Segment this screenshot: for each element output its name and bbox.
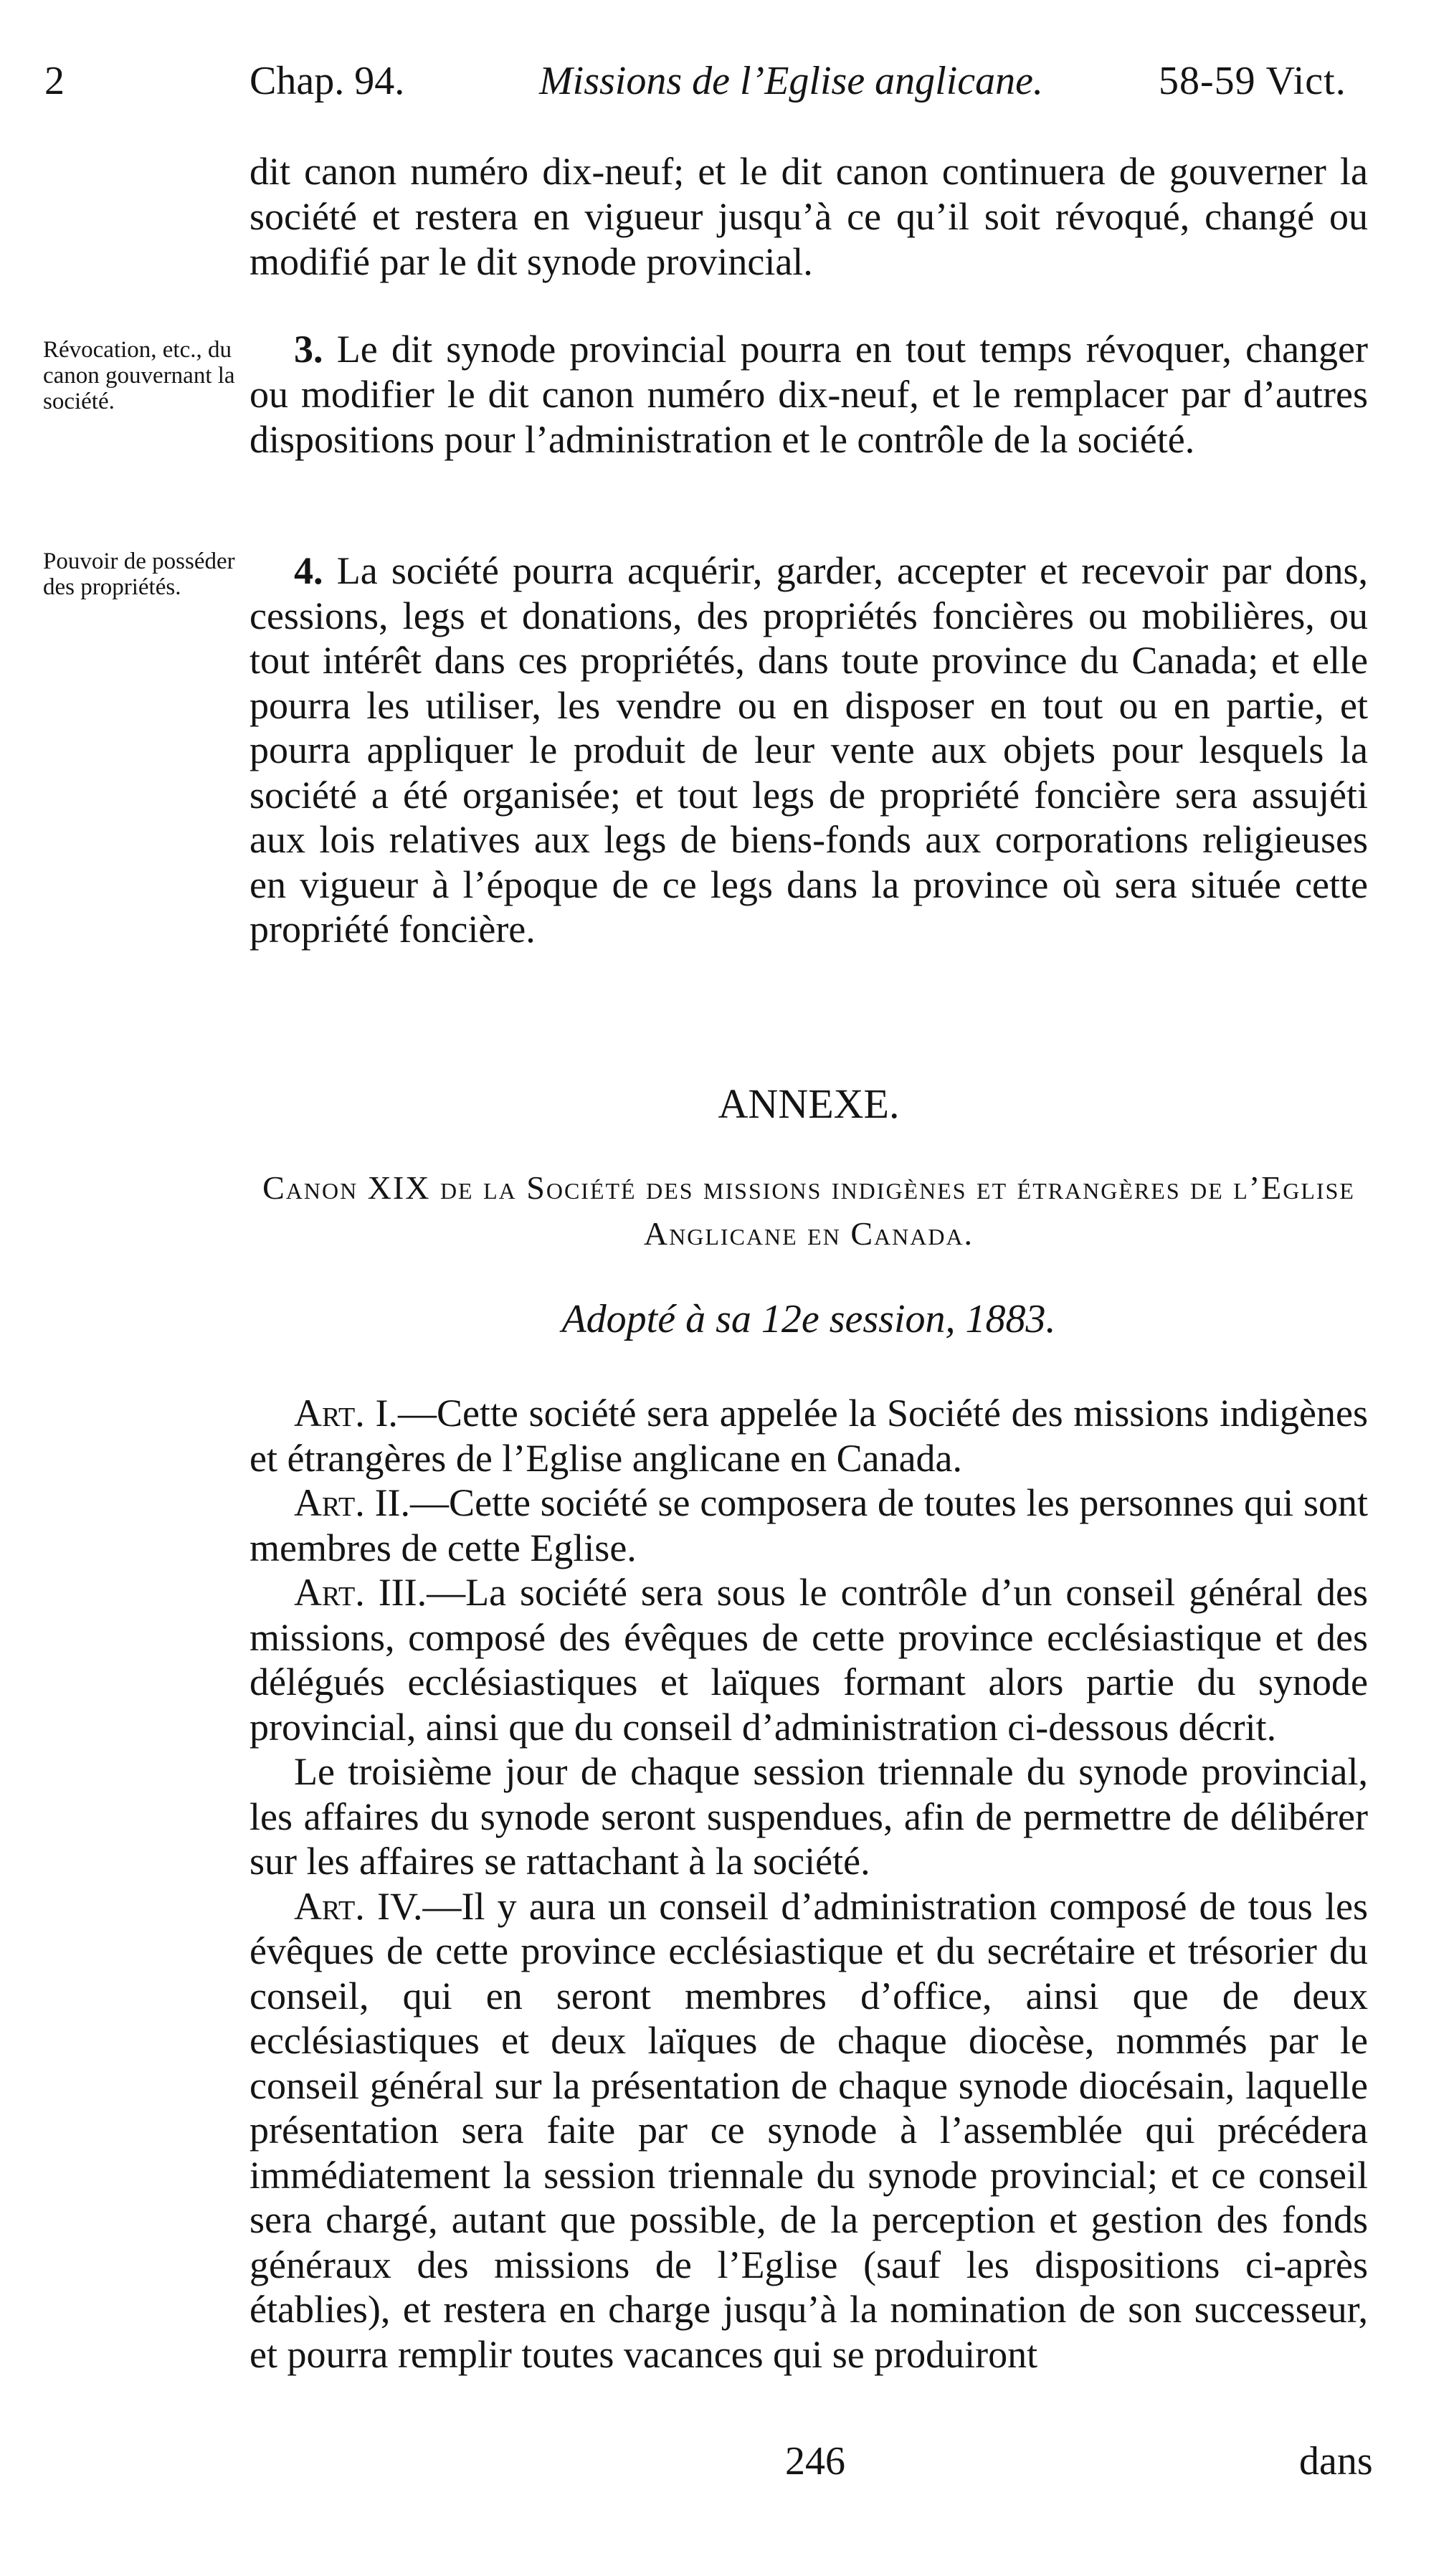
margin-note-section-3: Révocation, etc., du canon gouvernant la société.	[43, 337, 235, 414]
article-text: —Cette société se composera de toutes les personnes qui sont membres de cette Eglise.	[250, 1481, 1368, 1569]
section-3	[250, 327, 1368, 462]
section-4	[250, 548, 1368, 952]
article-paragraph	[250, 1884, 1368, 2377]
catchword: dans	[1299, 2439, 1373, 2484]
article-text: —La société sera sous le contrôle d’un conseil général des missions, composé des évêques de cette province ecclésiastique et des délégués ecclésiastiques et laïques formant alors partie du synode provincial, ainsi que du conseil d’administration ci-dessous décrit.	[250, 1571, 1368, 1749]
header-title: Missions de l’Eglise anglicane.	[539, 59, 1044, 103]
article-paragraph	[250, 1749, 1368, 1884]
adoption-note: Adopté à sa 12e session, 1883.	[561, 1297, 1056, 1341]
article-label: Art. II.	[294, 1481, 411, 1524]
article-label: Art. I.	[294, 1392, 398, 1435]
section-number: 4.	[294, 549, 323, 592]
annexe-title: ANNEXE.	[718, 1080, 900, 1127]
header-regnal-year: 58-59 Vict.	[1159, 59, 1346, 103]
header-chapter: Chap. 94.	[250, 59, 405, 103]
article-label: Art. IV.	[294, 1884, 423, 1928]
annexe-articles	[250, 1391, 1368, 2377]
article-label: Art. III.	[294, 1571, 427, 1614]
section-text: Le dit synode provincial pourra en tout temps révoquer, changer ou modifier le dit canon numéro dix-neuf, et le remplacer par d’autres dispositions pour l’administration et le contrôle de la société.	[250, 328, 1369, 461]
article-text: —Cette société sera appelée la Société des missions indigènes et étrangères de l’Eglise anglicane en Canada.	[250, 1392, 1368, 1480]
article-paragraph	[250, 1391, 1368, 1481]
margin-note-section-4: Pouvoir de posséder des propriétés.	[43, 548, 235, 600]
footer-page-number: 246	[785, 2439, 845, 2484]
continuation-paragraph	[250, 149, 1368, 285]
continuation-text: dit canon numéro dix-neuf; et le dit canon continuera de gouverner la société et restera en vigueur jusqu’à ce qu’il soit révoqué, changé ou modifié par le dit synode provincial.	[250, 150, 1368, 283]
canon-heading: Canon XIX de la Société des missions indigènes et étrangères de l’Eglise Anglicane en Canada.	[262, 1169, 1355, 1252]
article-text: Le troisième jour de chaque session triennale du synode provincial, les affaires du synode seront suspendues, afin de permettre de délibérer sur les affaires se rattachant à la société.	[250, 1750, 1368, 1883]
article-paragraph	[250, 1570, 1368, 1749]
section-number: 3.	[294, 328, 323, 371]
article-paragraph	[250, 1481, 1368, 1570]
article-text: —Il y aura un conseil d’administration composé de tous les évêques de cette province ecclésiastique et du secrétaire et trésorier du conseil, qui en seront membres d’office, ainsi que de deux ecclésiastiques et deux laïques de chaque diocèse, nommés par le conseil général sur la présentation de chaque synode diocésain, laquelle présentation sera faite par ce synode à l’assemblée qui précédera immédiatement la session triennale du synode provincial; et ce conseil sera chargé, autant que possible, de la perception et gestion des fonds généraux des missions de l’Eglise (sauf les dispositions ci-après établies), et restera en charge jusqu’à la nomination de son successeur, et pourra remplir toutes vacances qui se produiront	[250, 1884, 1369, 2376]
section-text: La société pourra acquérir, garder, accepter et recevoir par dons, cessions, legs et donations, des propriétés foncières ou mobilières, ou tout intérêt dans ces propriétés, dans toute province du Canada; et elle pourra les utiliser, les vendre ou en disposer en tout ou en partie, et pourra appliquer le produit de leur vente aux objets pour lesquels la société a été organisée; et tout legs de propriété foncière sera assujéti aux lois relatives aux legs de biens-fonds aux corporations religieuses en vigueur à l’époque de ce legs dans la province où sera située cette propriété foncière.	[250, 549, 1369, 951]
header-page-number: 2	[44, 59, 65, 103]
